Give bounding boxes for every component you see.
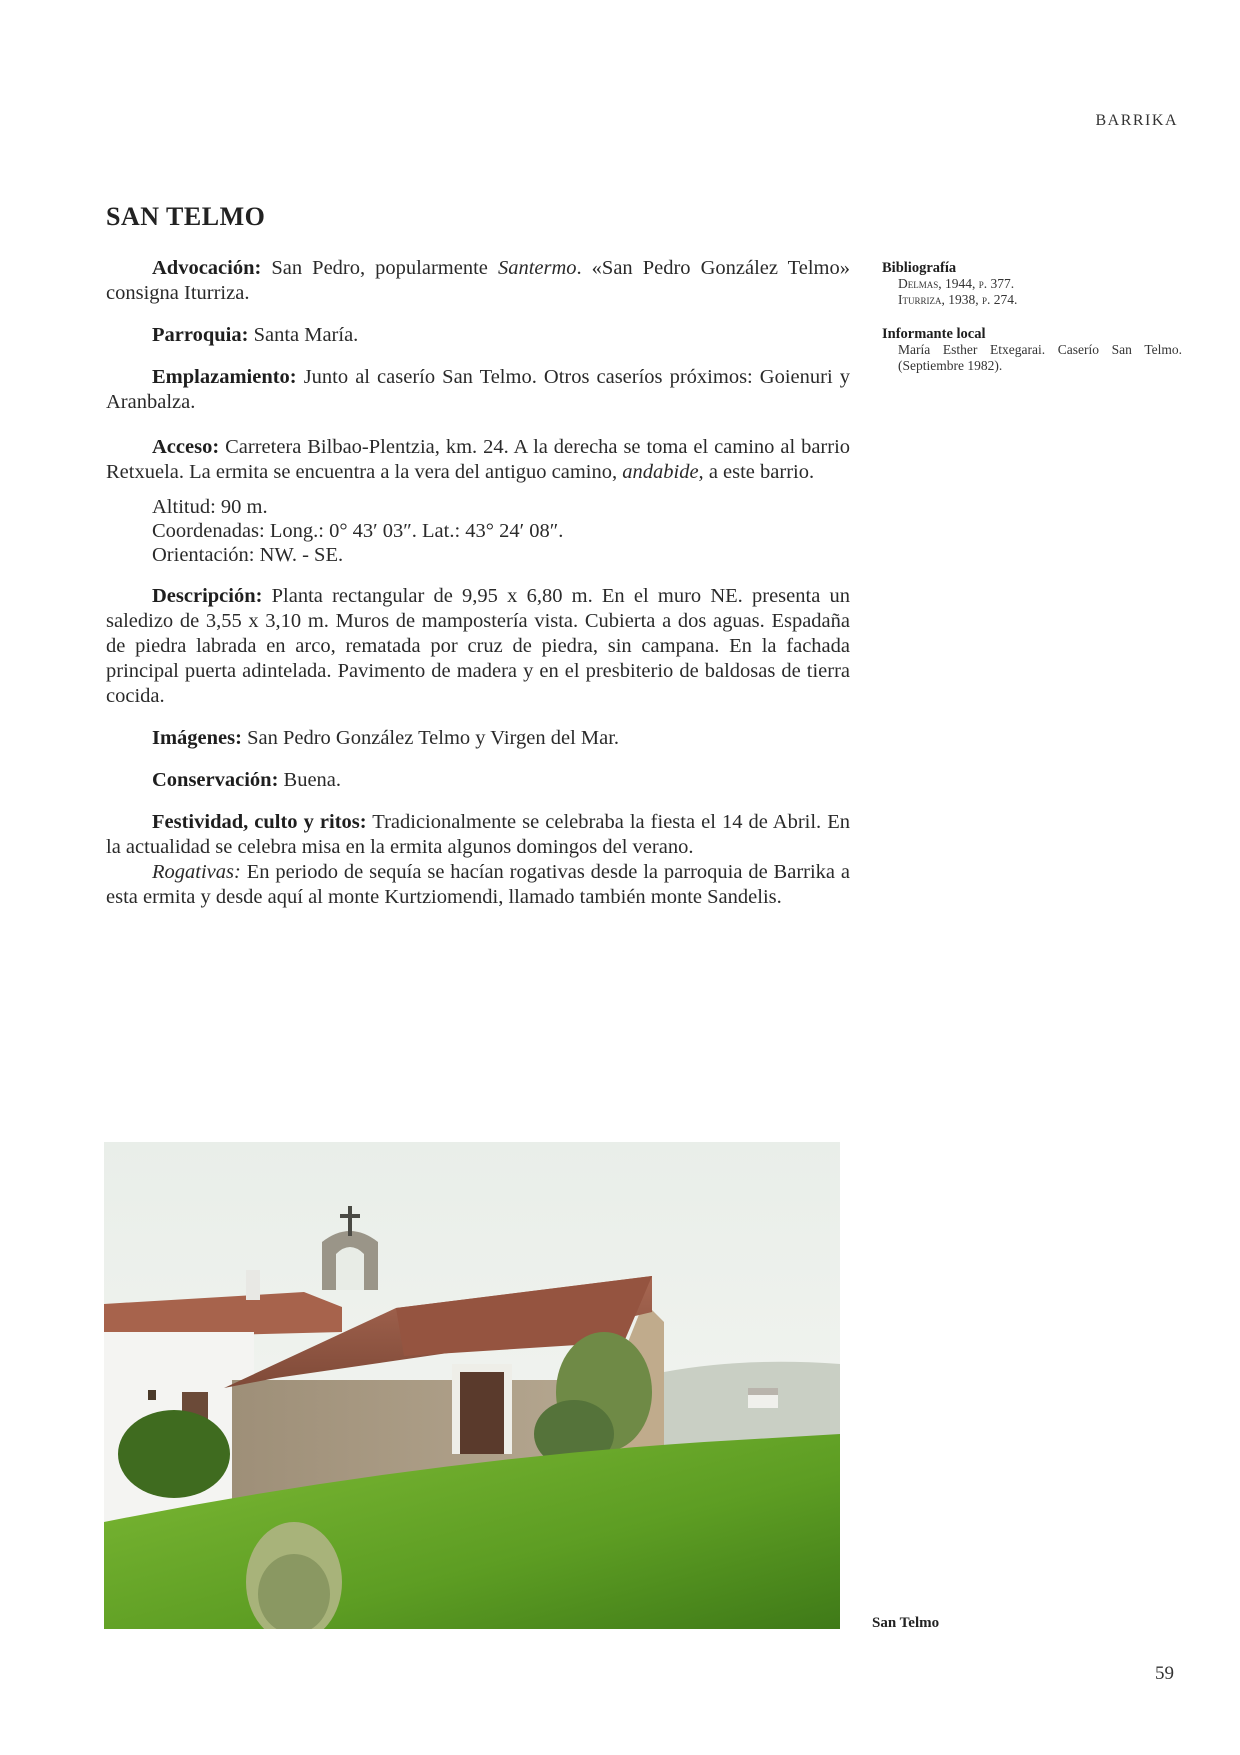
parroquia-paragraph xyxy=(106,323,850,348)
festividad-text: Tradicionalmente se celebraba la fiesta el 14 de Abril. En la actualidad se celebra misa en la ermita algunos domingos del verano. xyxy=(106,811,850,858)
bibliografia-entry: Delmas, 1944, p. 377. xyxy=(898,276,1015,291)
advocacion-text-2: . «San Pedro González Telmo» consigna Iturriza. xyxy=(106,257,851,304)
advocacion-italic: Santermo xyxy=(497,257,577,279)
cross-vertical xyxy=(348,1206,352,1236)
distant-roof xyxy=(748,1388,778,1395)
festividad-paragraph xyxy=(106,810,850,860)
informante-text: María Esther Etxegarai. Caserío San Telmo. (Septiembre 1982). xyxy=(898,342,1182,373)
rogativas-text: En periodo de sequía se hacían rogativas desde la parroquia de Barrika a esta ermita y desde aquí al monte Kurtziomendi, llamado también monte Sandelis. xyxy=(106,861,851,908)
rogativas-paragraph xyxy=(106,860,850,910)
descripcion-label: Descripción: xyxy=(152,585,263,607)
advocacion-text: San Pedro, popularmente xyxy=(271,257,488,279)
acceso-label: Acceso: xyxy=(152,436,220,458)
altitud: Altitud: 90 m. xyxy=(152,496,268,518)
imagenes-label: Imágenes: xyxy=(152,727,242,749)
page-title: SAN TELMO xyxy=(106,202,266,231)
conservacion-label: Conservación: xyxy=(152,769,279,791)
festividad-label: Festividad, culto y ritos: xyxy=(152,811,367,833)
advocacion-label: Advocación: xyxy=(152,257,262,279)
house-lamp xyxy=(148,1390,156,1400)
coordenadas: Coordenadas: Long.: 0° 43′ 03″. Lat.: 43° 24′ 08″. xyxy=(152,520,564,542)
location-data xyxy=(106,495,850,567)
imagenes-paragraph xyxy=(106,726,850,751)
bibliografia-entry: Iturriza, 1938, p. 274. xyxy=(898,292,1018,307)
door xyxy=(460,1372,504,1454)
acceso-text: Carretera Bilbao-Plentzia, km. 24. A la derecha se toma el camino al barrio Retxuela. La ermita se encuentra a la vera del antiguo camino, xyxy=(106,436,851,483)
belfry-arch xyxy=(336,1247,364,1290)
orientacion: Orientación: NW. - SE. xyxy=(152,544,344,566)
main-text xyxy=(106,256,850,927)
photo-caption: San Telmo xyxy=(872,1615,940,1631)
parroquia-text: Santa María. xyxy=(253,324,359,346)
descripcion-text: Planta rectangular de 9,95 x 6,80 m. En el muro NE. presenta un saledizo de 3,55 x 3,10 m. Muros de mampostería vista. Cubierta a dos aguas. Espadaña de piedra labrada en arco, rematada por cruz de piedra, sin campana. En la fachada principal puerta adintelada. Pavimento de madera y en el presbiterio de baldosas de tierra cocida. xyxy=(106,585,851,707)
page-number: 59 xyxy=(1155,1663,1174,1684)
informante-heading: Informante local xyxy=(882,326,986,342)
conservacion-paragraph xyxy=(106,768,850,793)
running-head: BARRIKA xyxy=(1095,112,1178,129)
emplazamiento-paragraph xyxy=(106,365,850,415)
sidebar xyxy=(882,260,1182,392)
informante-block xyxy=(882,326,1182,374)
rogativas-label: Rogativas: xyxy=(152,861,241,883)
bibliografia-block xyxy=(882,260,1182,308)
acceso-italic: andabide, xyxy=(622,461,704,483)
bush xyxy=(118,1410,230,1498)
imagenes-text: San Pedro González Telmo y Virgen del Mar. xyxy=(247,727,620,749)
descripcion-paragraph xyxy=(106,584,850,709)
advocacion-paragraph xyxy=(106,256,850,306)
acceso-text-2: a este barrio. xyxy=(708,461,815,483)
emplazamiento-text: Junto al caserío San Telmo. Otros caseríos próximos: Goienuri y Aranbalza. xyxy=(106,366,850,413)
conservacion-text: Buena. xyxy=(283,769,342,791)
emplazamiento-label: Emplazamiento: xyxy=(152,366,297,388)
bibliografia-heading: Bibliografía xyxy=(882,260,957,276)
hermitage-photo xyxy=(104,1142,840,1629)
acceso-paragraph xyxy=(106,435,850,485)
house-chimney xyxy=(246,1270,260,1300)
distant-house xyxy=(748,1394,778,1408)
parroquia-label: Parroquia: xyxy=(152,324,249,346)
cross-horizontal xyxy=(340,1214,360,1218)
